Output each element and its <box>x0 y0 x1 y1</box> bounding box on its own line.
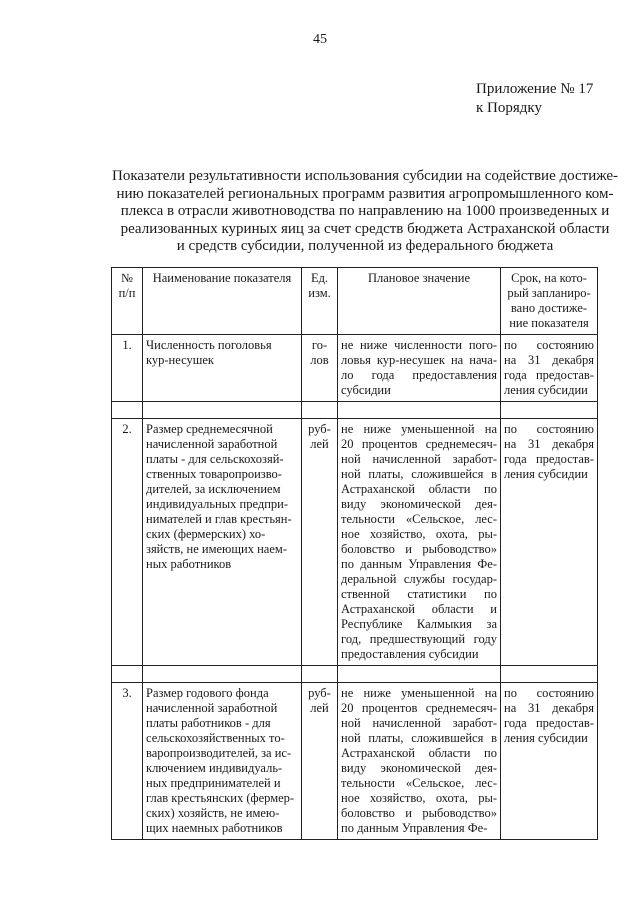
cell-line: тельности «Сельское, лес- <box>341 776 497 790</box>
appendix-reference <box>476 80 593 118</box>
cell-line: предоставления субсидии <box>341 647 479 661</box>
appendix-line: к Порядку <box>476 100 542 116</box>
title-line: плекса в отрасли животноводства по направлению на 1000 произведенных и <box>120 203 610 220</box>
plan-value <box>338 683 501 840</box>
cell-line: ных работников <box>146 557 232 571</box>
cell-line: Наименование показателя <box>152 271 292 285</box>
cell-line: 20 процентов среднемесяч- <box>341 701 497 715</box>
cell-line: № <box>121 271 133 285</box>
header-term <box>501 268 598 335</box>
cell-line: ключением индивидуаль- <box>146 761 283 775</box>
cell-line: го- <box>311 338 328 352</box>
cell-line: ных предпринимателей и <box>146 776 281 790</box>
cell-line: год, предшествующий году <box>341 632 497 646</box>
cell-line: зяйств, не имеющих наем- <box>146 542 287 556</box>
table-row <box>112 683 598 840</box>
cell-line: начисленной заработной <box>146 437 278 451</box>
cell-line: ления субсидии <box>504 383 588 397</box>
cell-line: на 31 декабря <box>504 437 594 451</box>
cell-line: рый запланиро- <box>507 286 591 300</box>
title-line: и средств субсидии, полученной из федерального бюджета <box>176 238 554 255</box>
cell-line: ских (фермерских) хо- <box>146 527 266 541</box>
deadline-cell <box>501 419 598 666</box>
cell-line: по состоянию <box>504 686 594 700</box>
deadline-cell <box>501 683 598 840</box>
document-title <box>112 168 618 256</box>
plan-value <box>338 419 501 666</box>
header-name <box>143 268 302 335</box>
title-line: реализованных куриных яиц за счет средств бюджета Астраханской области <box>120 220 610 237</box>
cell-line: на 31 декабря <box>504 701 594 715</box>
cell-line: года предостав- <box>504 452 594 466</box>
cell-line: глав крестьянских (фермер- <box>146 791 295 805</box>
cell-line: нимателей и глав крестьян- <box>146 512 292 526</box>
table-spacer-row <box>112 402 598 419</box>
cell-line: ное хозяйство, охота, ры- <box>341 791 497 805</box>
cell-line: субсидии <box>341 383 391 397</box>
cell-line: не ниже уменьшенной на <box>341 422 497 436</box>
plan-value <box>338 335 501 402</box>
header-unit <box>302 268 338 335</box>
cell-line: по состоянию <box>504 338 594 352</box>
indicator-name <box>143 335 302 402</box>
cell-line: Астраханской области по <box>341 746 497 760</box>
indicators-table <box>111 267 598 840</box>
cell-line: Ед. <box>310 271 329 285</box>
cell-line: виду экономической дея- <box>341 497 497 511</box>
cell-line: руб- <box>308 686 331 700</box>
cell-line: Астраханской области по <box>341 482 497 496</box>
cell-line: варопроизводителей, за ис- <box>146 746 292 760</box>
cell-line: ления субсидии <box>504 731 588 745</box>
cell-line: боловство и рыбоводство» <box>341 542 497 556</box>
cell-line: начисленной заработной <box>146 701 278 715</box>
cell-line: щих наемных работников <box>146 821 283 835</box>
row-number: 3. <box>112 683 143 840</box>
cell-line: п/п <box>118 286 136 300</box>
cell-line: дителей, за исключением <box>146 482 281 496</box>
deadline-cell <box>501 335 598 402</box>
cell-line: на 31 декабря <box>504 353 594 367</box>
unit-cell <box>302 683 338 840</box>
cell-line: Срок, на кото- <box>511 271 587 285</box>
cell-line: руб- <box>308 422 331 436</box>
cell-line: платы работников - для <box>146 716 271 730</box>
cell-line: ное хозяйство, охота, ры- <box>341 527 497 541</box>
cell-line: ственной статистики по <box>341 587 497 601</box>
cell-line: ления субсидии <box>504 467 588 481</box>
cell-line: ло года предоставления <box>341 368 497 382</box>
cell-line: ских) хозяйств, не имею- <box>146 806 280 820</box>
cell-line: ловья кур-несушек на нача- <box>341 353 497 367</box>
header-plan <box>338 268 501 335</box>
cell-line: Республике Калмыкия за <box>341 617 497 631</box>
cell-line: виду экономической дея- <box>341 761 497 775</box>
cell-line: ной начисленной заработ- <box>341 452 497 466</box>
table-row <box>112 335 598 402</box>
indicator-name <box>143 683 302 840</box>
unit-cell <box>302 419 338 666</box>
cell-line: по данным Управления Фе- <box>341 557 497 571</box>
cell-line: платы - для сельскохозяй- <box>146 452 284 466</box>
table-spacer-row <box>112 666 598 683</box>
cell-line: тельности «Сельское, лес- <box>341 512 497 526</box>
cell-line: кур-несушек <box>146 353 214 367</box>
cell-line: ственных товаропроизво- <box>146 467 282 481</box>
row-number: 2. <box>112 419 143 666</box>
table-row <box>112 419 598 666</box>
title-line: нию показателей региональных программ развития агропромышленного ком- <box>116 185 614 202</box>
cell-line: ной начисленной заработ- <box>341 716 497 730</box>
cell-line: сельскохозяйственных то- <box>146 731 285 745</box>
cell-line: боловство и рыбоводство» <box>341 806 497 820</box>
cell-line: Плановое значение <box>367 271 471 285</box>
cell-line: не ниже численности пого- <box>341 338 497 352</box>
row-number: 1. <box>112 335 143 402</box>
cell-line: лов <box>310 353 329 367</box>
cell-line: не ниже уменьшенной на <box>341 686 497 700</box>
title-line: Показатели результативности использования субсидии на содействие достиже- <box>112 168 619 184</box>
cell-line: года предостав- <box>504 368 594 382</box>
cell-line: по данным Управления Фе- <box>341 821 488 835</box>
cell-line: по состоянию <box>504 422 594 436</box>
cell-line: ной платы, сложившейся в <box>341 731 497 745</box>
table-header-row <box>112 268 598 335</box>
cell-line: вано достиже- <box>510 301 588 315</box>
cell-line: лей <box>310 701 329 715</box>
cell-line: Размер среднемесячной <box>146 422 273 436</box>
cell-line: ной платы, сложившейся в <box>341 467 497 481</box>
cell-line: 20 процентов среднемесяч- <box>341 437 497 451</box>
cell-line: индивидуальных предпри- <box>146 497 288 511</box>
cell-line: года предостав- <box>504 716 594 730</box>
header-num <box>112 268 143 335</box>
cell-line: лей <box>310 437 329 451</box>
indicator-name <box>143 419 302 666</box>
cell-line: Численность поголовья <box>146 338 272 352</box>
appendix-line: Приложение № 17 <box>476 81 594 97</box>
cell-line: ние показателя <box>509 316 589 330</box>
cell-line: Размер годового фонда <box>146 686 269 700</box>
cell-line: изм. <box>308 286 331 300</box>
page-number: 45 <box>313 32 327 47</box>
cell-line: деральной службы государ- <box>341 572 497 586</box>
cell-line: Астраханской области и <box>341 602 497 616</box>
unit-cell <box>302 335 338 402</box>
